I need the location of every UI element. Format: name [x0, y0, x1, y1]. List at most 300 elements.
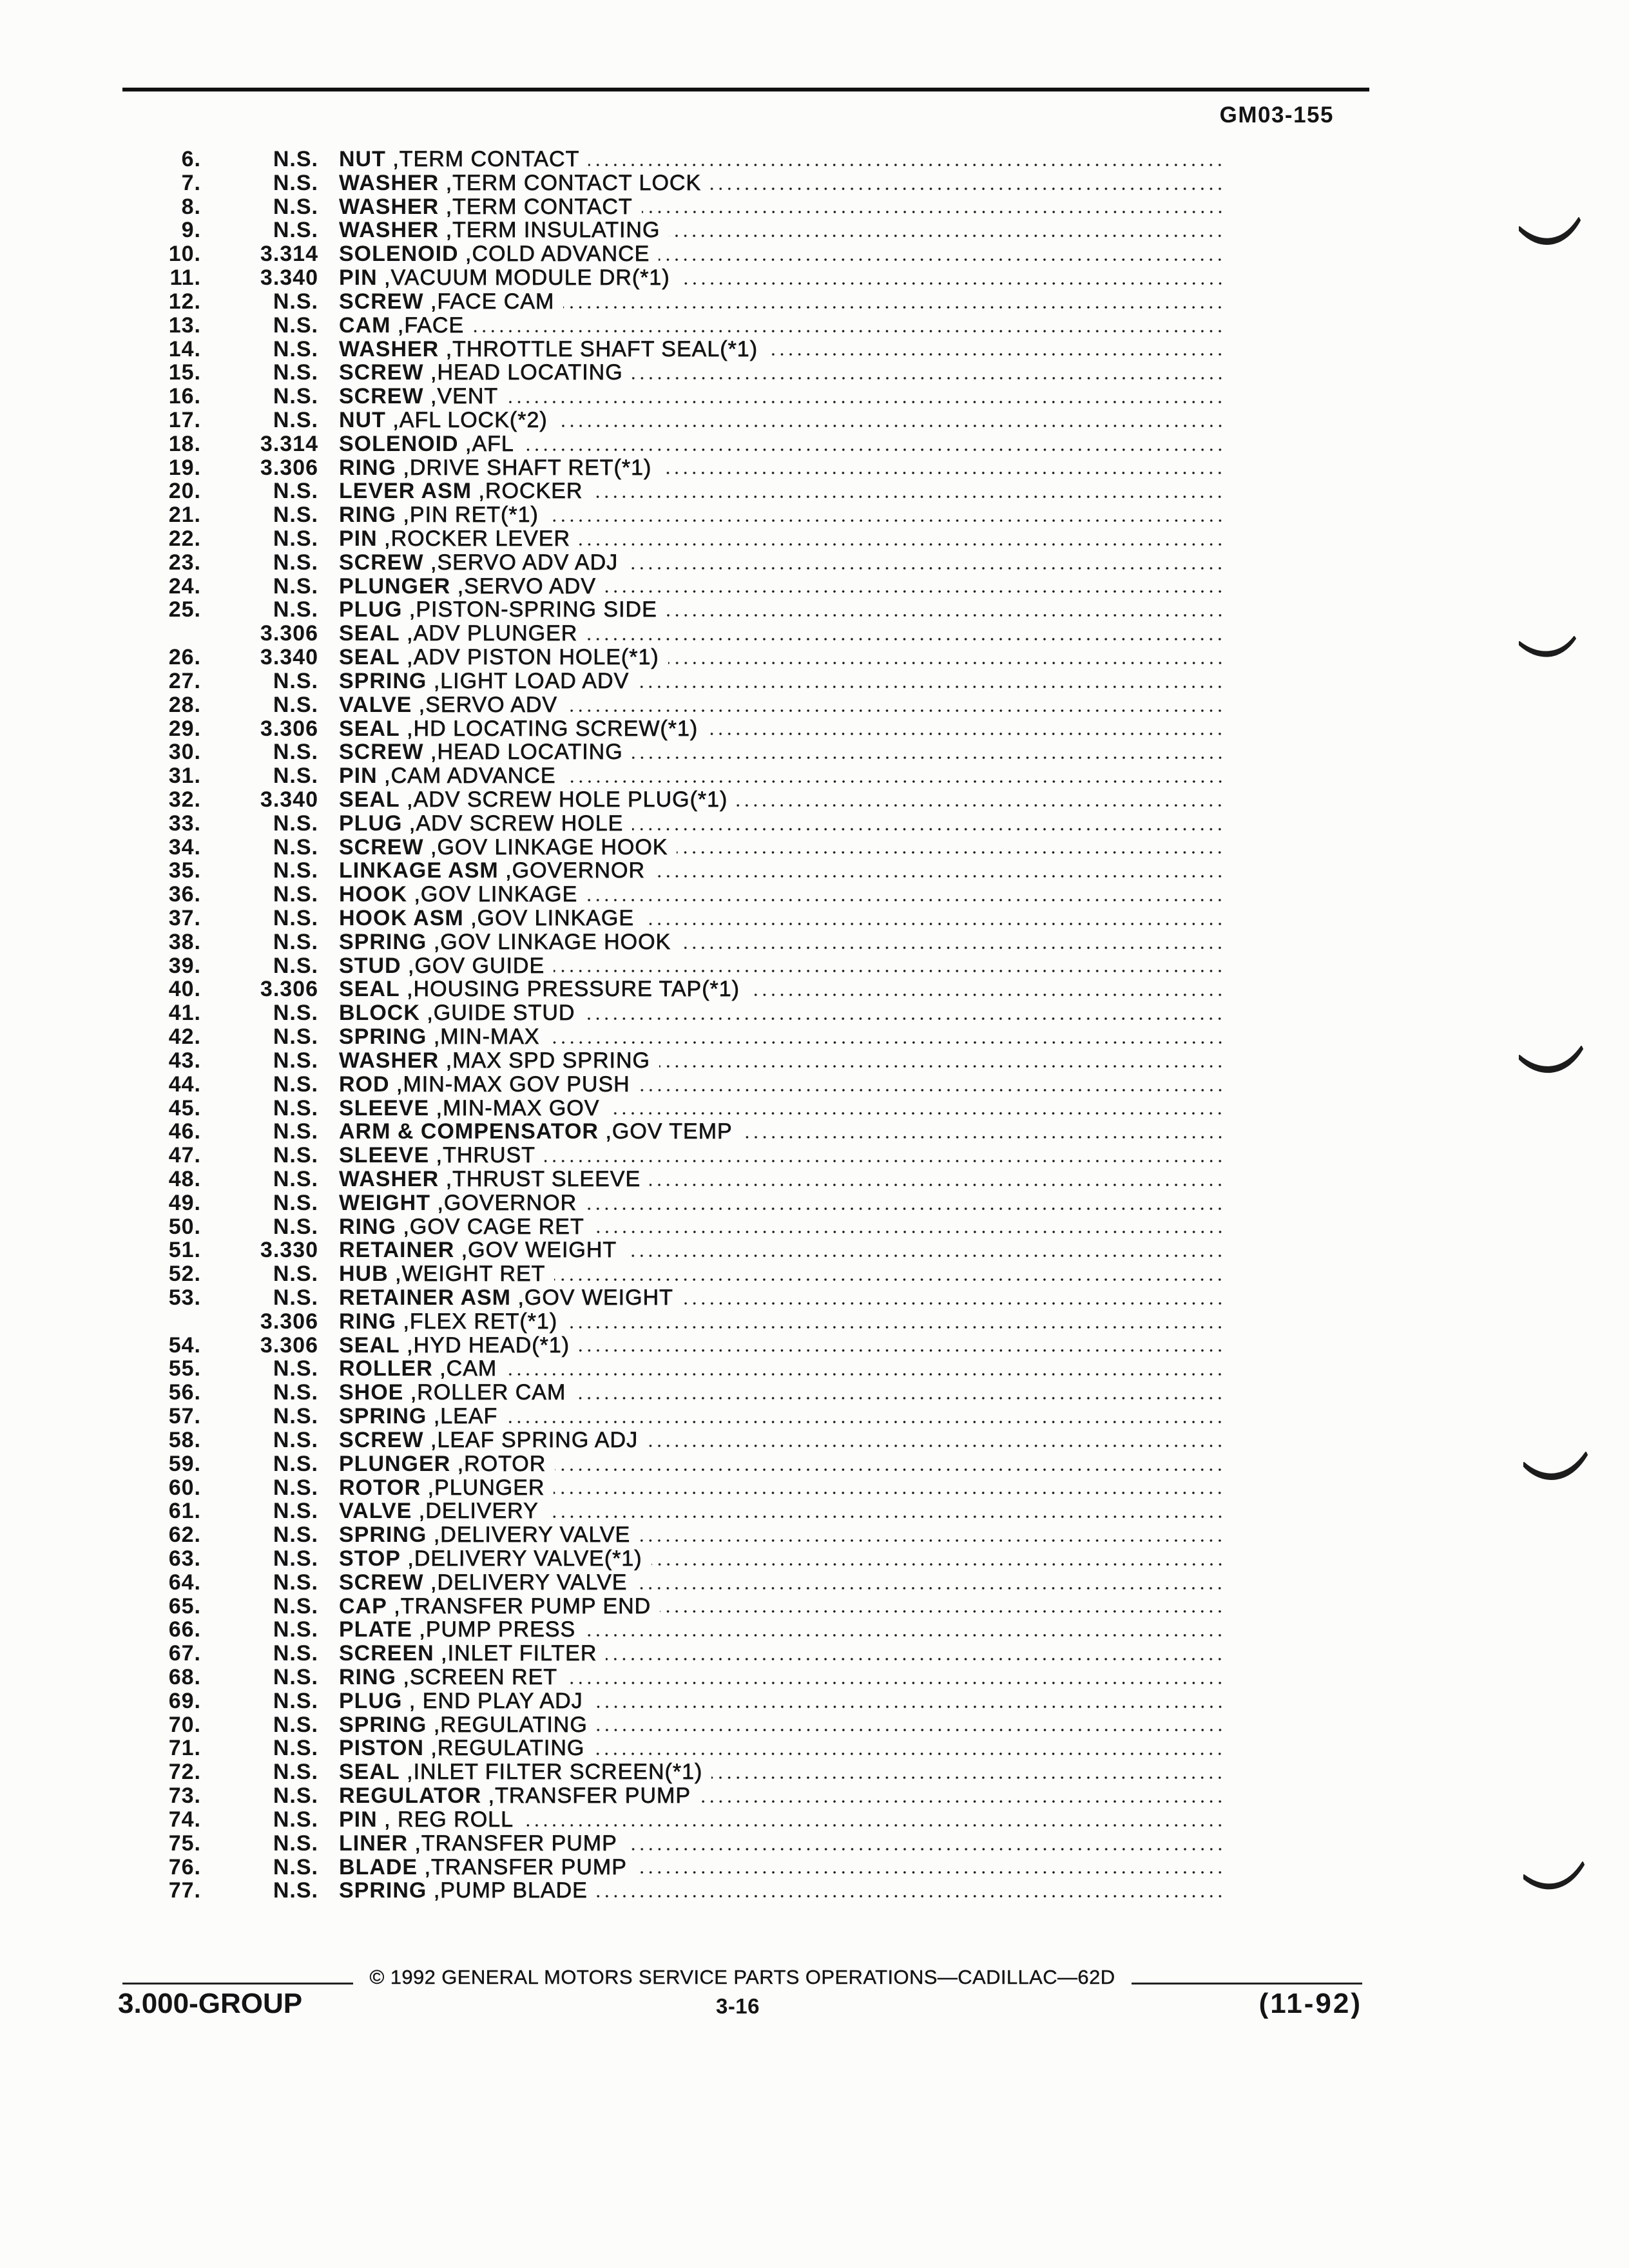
part-row: [122, 1666, 1224, 1689]
part-modifier: ,GUIDE STUD: [427, 1001, 575, 1026]
group-number: N.S.: [273, 1356, 318, 1381]
part-noun: CAM: [339, 312, 391, 338]
part-row: [122, 1547, 1224, 1571]
group-number: N.S.: [273, 573, 318, 599]
part-noun: PLATE: [339, 1617, 412, 1642]
part-modifier: ,DELIVERY VALVE(*1): [407, 1546, 642, 1571]
part-row: [122, 764, 1224, 788]
part-noun: SPRING: [339, 1523, 427, 1548]
part-row: [122, 408, 1224, 432]
part-noun: WASHER: [339, 194, 439, 219]
item-number: 53.: [168, 1285, 201, 1310]
dot-leader: [608, 1111, 1224, 1115]
part-noun: LEVER ASM: [339, 479, 472, 504]
group-number: N.S.: [273, 1380, 318, 1405]
part-description: [339, 1073, 630, 1097]
part-description: [339, 551, 618, 575]
group-number: N.S.: [273, 1783, 318, 1809]
part-modifier: ,TERM CONTACT: [392, 147, 580, 171]
part-description: [339, 1191, 577, 1215]
part-noun: SLEEVE: [339, 1095, 430, 1120]
item-number: 34.: [168, 834, 201, 860]
dot-leader: [586, 637, 1224, 641]
group-number: N.S.: [273, 1001, 318, 1026]
part-modifier: ,PLUNGER: [427, 1475, 545, 1500]
binder-hole-mark: [1524, 1862, 1584, 1888]
group-number: N.S.: [273, 597, 318, 622]
dot-leader: [767, 352, 1224, 356]
item-number: 76.: [168, 1854, 201, 1879]
part-noun: CAP: [339, 1593, 387, 1619]
part-modifier: ,GOV CAGE RET: [403, 1214, 584, 1239]
part-description: [339, 432, 514, 456]
dot-leader: [606, 1657, 1224, 1661]
part-row: [122, 717, 1224, 741]
part-row: [122, 1334, 1224, 1358]
part-modifier: ,VENT: [430, 384, 499, 409]
group-number: N.S.: [273, 1214, 318, 1239]
part-noun: SPRING: [339, 1712, 427, 1737]
part-description: [339, 1618, 575, 1642]
dot-leader: [700, 1800, 1224, 1803]
binder-hole-marks: [1508, 206, 1598, 1907]
group-number: N.S.: [273, 1024, 318, 1050]
part-noun: STOP: [339, 1546, 401, 1571]
item-number: 55.: [168, 1356, 201, 1381]
item-number: 69.: [168, 1688, 201, 1713]
part-description: [339, 1120, 733, 1144]
part-noun: NUT: [339, 147, 386, 171]
part-modifier: ,ADV SCREW HOLE PLUG(*1): [407, 787, 728, 812]
item-number: 29.: [168, 716, 201, 741]
item-number: 56.: [168, 1380, 201, 1405]
item-number: 11.: [169, 265, 201, 291]
item-number: 40.: [168, 977, 201, 1002]
dot-leader: [707, 732, 1224, 736]
part-row: [122, 148, 1224, 171]
part-noun: PIN: [339, 764, 378, 789]
dot-leader: [554, 969, 1224, 973]
item-number: [122, 1310, 201, 1334]
part-modifier: ,TERM INSULATING: [445, 218, 660, 243]
dot-leader: [654, 874, 1224, 878]
dot-leader: [639, 1088, 1224, 1092]
part-modifier: ,LEAF: [433, 1404, 498, 1429]
part-noun: SPRING: [339, 929, 427, 954]
item-number: 67.: [168, 1641, 201, 1666]
part-description: [339, 1879, 588, 1903]
dot-leader: [626, 1847, 1224, 1851]
part-modifier: ,TRANSFER PUMP END: [394, 1593, 651, 1619]
part-description: [339, 907, 634, 930]
part-noun: SPRING: [339, 1024, 427, 1050]
dot-leader: [506, 1420, 1224, 1424]
part-row: [122, 242, 1224, 266]
part-row: [122, 836, 1224, 860]
part-description: [339, 1097, 599, 1120]
item-number: 48.: [168, 1166, 201, 1191]
group-number: 3.306: [260, 621, 318, 646]
group-number: N.S.: [273, 668, 318, 693]
part-modifier: ,MIN-MAX GOV: [436, 1095, 600, 1120]
part-modifier: ,PUMP PRESS: [419, 1617, 576, 1642]
part-modifier: ,SCREEN RET: [403, 1665, 558, 1689]
part-description: [339, 859, 645, 883]
group-number: N.S.: [273, 929, 318, 954]
part-row: [122, 290, 1224, 314]
part-row: [122, 1168, 1224, 1191]
part-noun: HOOK ASM: [339, 906, 464, 930]
part-noun: WASHER: [339, 218, 439, 243]
group-number: N.S.: [273, 218, 318, 243]
dot-leader: [506, 1372, 1224, 1376]
item-number: 66.: [168, 1617, 201, 1642]
part-description: [339, 1856, 627, 1879]
part-description: [339, 1381, 566, 1405]
group-number: N.S.: [273, 1641, 318, 1666]
part-modifier: ,COLD ADVANCE: [465, 242, 650, 267]
part-modifier: , END PLAY ADJ: [409, 1688, 583, 1713]
item-number: 22.: [168, 526, 201, 551]
item-number: 58.: [168, 1427, 201, 1452]
dot-leader: [579, 543, 1224, 546]
part-description: [339, 385, 498, 408]
part-noun: STUD: [339, 953, 401, 978]
part-modifier: ,THRUST: [436, 1143, 535, 1168]
part-noun: SCREW: [339, 550, 424, 575]
part-modifier: ,FACE: [397, 312, 465, 338]
binder-hole-mark: [1519, 637, 1576, 657]
item-number: 26.: [168, 645, 201, 670]
part-row: [122, 314, 1224, 338]
part-noun: VALVE: [339, 692, 412, 717]
part-row: [122, 1571, 1224, 1595]
group-number: N.S.: [273, 953, 318, 978]
part-noun: SEAL: [339, 716, 400, 741]
group-number: N.S.: [273, 289, 318, 314]
part-modifier: ,HD LOCATING SCREW(*1): [407, 716, 699, 741]
item-number: 52.: [168, 1262, 201, 1287]
group-number: N.S.: [273, 1523, 318, 1548]
item-number: 6.: [181, 147, 201, 171]
dot-leader: [632, 827, 1224, 831]
part-row: [122, 1120, 1224, 1144]
dot-leader: [639, 1539, 1224, 1542]
dot-leader: [651, 1562, 1224, 1566]
part-noun: SEAL: [339, 621, 400, 646]
group-number: N.S.: [273, 1617, 318, 1642]
item-number: 46.: [168, 1119, 201, 1144]
item-number: 61.: [168, 1499, 201, 1524]
part-noun: SOLENOID: [339, 431, 459, 456]
part-row: [122, 598, 1224, 622]
part-noun: SEAL: [339, 645, 400, 670]
dot-leader: [647, 1444, 1224, 1448]
group-number: 3.340: [260, 265, 318, 291]
dot-leader: [545, 1159, 1224, 1163]
part-row: [122, 1832, 1224, 1856]
part-noun: ROD: [339, 1072, 390, 1097]
group-number: N.S.: [273, 1095, 318, 1120]
item-number: 64.: [168, 1570, 201, 1595]
part-noun: NUT: [339, 407, 386, 432]
item-number: [122, 622, 201, 646]
part-noun: REGULATOR: [339, 1783, 482, 1809]
part-row: [122, 1808, 1224, 1832]
part-noun: SEAL: [339, 1332, 400, 1358]
dot-leader: [650, 1183, 1224, 1187]
part-row: [122, 1286, 1224, 1310]
item-number: 9.: [181, 218, 201, 243]
part-row: [122, 907, 1224, 930]
part-description: [339, 408, 548, 432]
item-number: 21.: [168, 503, 201, 528]
part-noun: RING: [339, 503, 396, 528]
part-noun: PLUNGER: [339, 573, 451, 599]
part-row: [122, 883, 1224, 907]
part-noun: RING: [339, 1214, 396, 1239]
dot-leader: [679, 282, 1224, 285]
part-modifier: ,CAM ADVANCE: [384, 764, 556, 789]
item-number: 59.: [168, 1451, 201, 1476]
group-number: N.S.: [273, 170, 318, 195]
item-number: 44.: [168, 1072, 201, 1097]
part-description: [339, 148, 579, 171]
dot-leader: [548, 519, 1224, 523]
part-description: [339, 266, 670, 290]
group-number: 3.306: [260, 455, 318, 480]
part-modifier: ,DRIVE SHAFT RET(*1): [403, 455, 652, 480]
part-modifier: ,FLEX RET(*1): [403, 1309, 558, 1334]
item-number: 71.: [168, 1736, 201, 1761]
part-row: [122, 1452, 1224, 1476]
item-number: 63.: [168, 1546, 201, 1571]
group-number: N.S.: [273, 1570, 318, 1595]
part-row: [122, 1144, 1224, 1168]
group-number: N.S.: [273, 740, 318, 765]
part-description: [339, 1713, 588, 1737]
group-number: N.S.: [273, 1166, 318, 1191]
part-row: [122, 218, 1224, 242]
part-modifier: ,ROCKER: [478, 479, 583, 504]
group-number: 3.340: [260, 645, 318, 670]
part-description: [339, 1428, 638, 1452]
part-modifier: ,CAM: [439, 1356, 497, 1381]
part-description: [339, 883, 577, 907]
group-number: N.S.: [273, 1451, 318, 1476]
dot-leader: [669, 234, 1224, 238]
dot-leader: [579, 1349, 1224, 1352]
part-modifier: ,THRUST SLEEVE: [445, 1166, 641, 1191]
item-number: 57.: [168, 1404, 201, 1429]
part-modifier: ,SERVO ADV: [457, 573, 597, 599]
binder-hole-mark: [1519, 1046, 1583, 1072]
part-description: [339, 1215, 584, 1239]
part-noun: WASHER: [339, 170, 439, 195]
group-number: N.S.: [273, 1119, 318, 1144]
dot-leader: [749, 993, 1224, 997]
dot-leader: [636, 1586, 1224, 1590]
group-number: N.S.: [273, 1854, 318, 1879]
part-noun: PLUG: [339, 811, 403, 836]
group-label: 3.000-GROUP: [118, 1988, 303, 2019]
dot-leader: [643, 922, 1224, 926]
part-modifier: ,MIN-MAX GOV PUSH: [396, 1072, 630, 1097]
dot-leader: [597, 1728, 1224, 1732]
dot-leader: [565, 780, 1224, 783]
part-modifier: ,WEIGHT RET: [395, 1262, 546, 1287]
item-number: 25.: [168, 597, 201, 622]
part-noun: SPRING: [339, 668, 427, 693]
item-number: 74.: [168, 1807, 201, 1832]
dot-leader: [549, 1041, 1224, 1044]
binder-hole-mark: [1524, 1452, 1587, 1479]
part-modifier: ,PISTON-SPRING SIDE: [409, 597, 657, 622]
dot-leader: [737, 803, 1224, 807]
dot-leader: [507, 400, 1224, 404]
part-row: [122, 1523, 1224, 1547]
group-number: N.S.: [273, 1499, 318, 1524]
part-description: [339, 598, 657, 622]
part-noun: LINER: [339, 1831, 408, 1856]
part-modifier: ,TRANSFER PUMP: [424, 1854, 627, 1879]
dot-leader: [592, 495, 1224, 499]
part-noun: SCREEN: [339, 1641, 434, 1666]
part-noun: RETAINER: [339, 1238, 455, 1263]
part-row: [122, 527, 1224, 551]
dot-leader: [523, 448, 1224, 452]
part-modifier: ,TRANSFER PUMP: [488, 1783, 691, 1809]
part-description: [339, 1523, 630, 1547]
part-row: [122, 646, 1224, 669]
part-modifier: ,GOV LINKAGE HOOK: [433, 929, 671, 954]
part-noun: SHOE: [339, 1380, 404, 1405]
dot-leader: [593, 1230, 1224, 1234]
group-number: N.S.: [273, 882, 318, 907]
part-description: [339, 788, 728, 812]
part-noun: WEIGHT: [339, 1190, 430, 1215]
group-number: N.S.: [273, 312, 318, 338]
dot-leader: [548, 1515, 1224, 1519]
dot-leader: [554, 1491, 1224, 1495]
part-row: [122, 1476, 1224, 1500]
part-modifier: ,ROTOR: [457, 1451, 546, 1476]
part-row: [122, 1595, 1224, 1619]
dot-leader: [742, 1135, 1224, 1139]
part-modifier: ,TERM CONTACT LOCK: [445, 170, 702, 195]
part-noun: PLUNGER: [339, 1451, 451, 1476]
part-noun: SPRING: [339, 1404, 427, 1429]
item-number: 50.: [168, 1214, 201, 1239]
part-row: [122, 954, 1224, 978]
part-modifier: ,HEAD LOCATING: [430, 360, 623, 385]
group-number: 3.340: [260, 787, 318, 812]
dot-leader: [659, 1064, 1224, 1068]
part-row: [122, 1713, 1224, 1737]
part-modifier: ,HEAD LOCATING: [430, 740, 623, 765]
part-description: [339, 195, 633, 219]
group-number: N.S.: [273, 526, 318, 551]
group-number: N.S.: [273, 1688, 318, 1713]
part-noun: SCREW: [339, 360, 424, 385]
part-row: [122, 740, 1224, 764]
dot-leader: [677, 850, 1224, 854]
dot-leader: [575, 1396, 1224, 1400]
item-number: 30.: [168, 740, 201, 765]
part-noun: SPRING: [339, 1878, 427, 1903]
part-modifier: ,GOV TEMP: [605, 1119, 733, 1144]
group-number: 3.314: [260, 431, 318, 456]
group-number: N.S.: [273, 479, 318, 504]
part-description: [339, 1642, 597, 1666]
item-number: 31.: [168, 764, 201, 789]
part-modifier: ,GOV LINKAGE: [470, 906, 635, 930]
part-modifier: ,GOV LINKAGE: [414, 882, 578, 907]
part-row: [122, 432, 1224, 456]
part-noun: BLOCK: [339, 1001, 420, 1026]
item-number: 77.: [168, 1878, 201, 1903]
part-row: [122, 195, 1224, 219]
item-number: 7.: [181, 170, 201, 195]
binder-hole-mark: [1519, 218, 1580, 244]
part-row: [122, 930, 1224, 954]
group-number: 3.306: [260, 1309, 318, 1334]
part-modifier: ,GOVERNOR: [437, 1190, 577, 1215]
part-row: [122, 266, 1224, 290]
item-number: 15.: [168, 360, 201, 385]
part-row: [122, 622, 1224, 646]
part-noun: SOLENOID: [339, 242, 459, 267]
part-row: [122, 385, 1224, 408]
part-row: [122, 1784, 1224, 1808]
part-noun: SCREW: [339, 384, 424, 409]
group-number: N.S.: [273, 858, 318, 883]
part-modifier: ,PUMP BLADE: [433, 1878, 588, 1903]
dot-leader: [592, 1705, 1224, 1709]
part-description: [339, 836, 668, 860]
dot-leader: [593, 1752, 1224, 1756]
part-noun: SCREW: [339, 740, 424, 765]
part-description: [339, 1666, 557, 1689]
group-number: N.S.: [273, 906, 318, 930]
part-description: [339, 930, 671, 954]
part-row: [122, 1310, 1224, 1334]
dot-leader: [642, 210, 1224, 214]
part-modifier: ,GOV GUIDE: [408, 953, 545, 978]
group-number: N.S.: [273, 1262, 318, 1287]
part-description: [339, 361, 623, 385]
part-row: [122, 1001, 1224, 1025]
group-number: N.S.: [273, 384, 318, 409]
part-modifier: ,GOVERNOR: [505, 858, 646, 883]
part-noun: WASHER: [339, 1048, 439, 1073]
group-number: N.S.: [273, 692, 318, 717]
part-description: [339, 954, 545, 978]
part-description: [339, 456, 651, 480]
part-noun: LINKAGE ASM: [339, 858, 499, 883]
item-number: 70.: [168, 1712, 201, 1737]
part-description: [339, 1736, 584, 1760]
part-description: [339, 1832, 617, 1856]
part-noun: SEAL: [339, 1760, 400, 1785]
part-modifier: ,LIGHT LOAD ADV: [433, 668, 630, 693]
group-number: 3.306: [260, 716, 318, 741]
dot-leader: [660, 471, 1224, 475]
group-number: N.S.: [273, 1665, 318, 1689]
part-noun: SEAL: [339, 787, 400, 812]
group-number: N.S.: [273, 1048, 318, 1073]
group-number: 3.314: [260, 242, 318, 267]
